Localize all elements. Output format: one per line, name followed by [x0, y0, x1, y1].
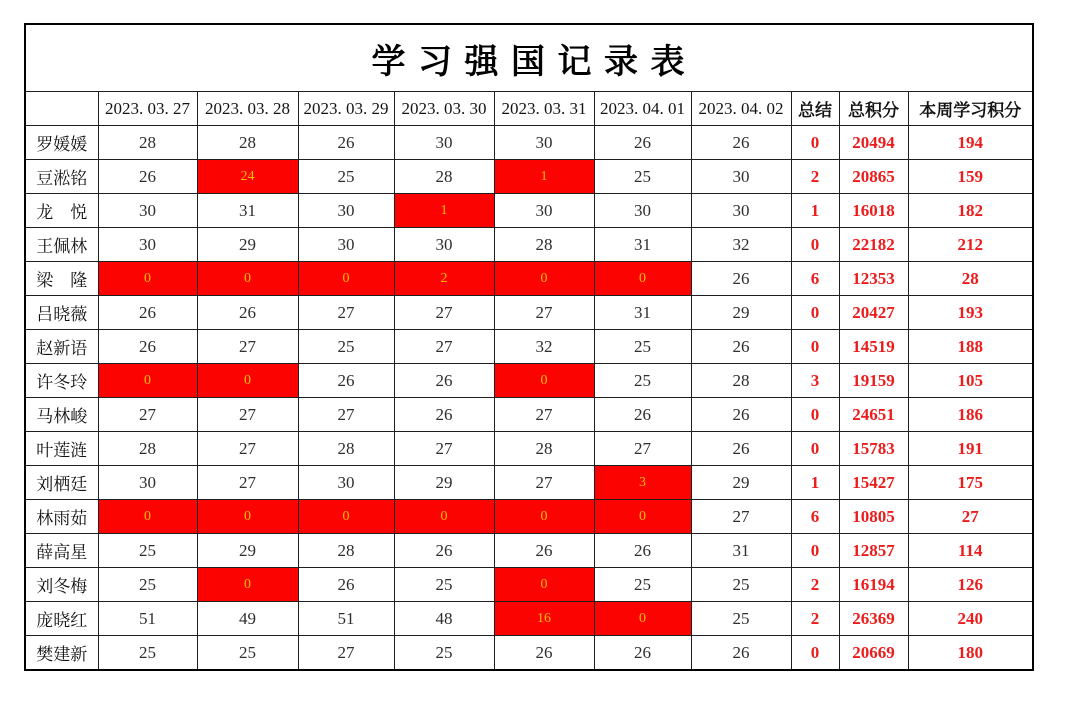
total-points-cell: 15427 — [839, 466, 908, 500]
student-name: 刘冬梅 — [25, 568, 98, 602]
score-cell: 27 — [197, 432, 298, 466]
score-cell: 27 — [594, 432, 691, 466]
score-cell: 48 — [394, 602, 494, 636]
score-cell: 26 — [494, 534, 594, 568]
score-cell: 26 — [394, 364, 494, 398]
score-cell: 25 — [98, 636, 197, 671]
week-points-cell: 194 — [908, 126, 1033, 160]
column-header: 总积分 — [839, 92, 908, 126]
student-name: 叶莲涟 — [25, 432, 98, 466]
score-cell: 51 — [98, 602, 197, 636]
score-cell: 25 — [298, 160, 394, 194]
table-body — [25, 126, 1033, 671]
total-points-cell: 20427 — [839, 296, 908, 330]
score-cell: 30 — [494, 194, 594, 228]
score-cell: 26 — [691, 398, 791, 432]
student-name: 王佩林 — [25, 228, 98, 262]
score-cell: 26 — [98, 160, 197, 194]
summary-cell: 0 — [791, 432, 839, 466]
week-points-cell: 28 — [908, 262, 1033, 296]
student-name: 林雨茹 — [25, 500, 98, 534]
student-name: 梁 隆 — [25, 262, 98, 296]
score-cell: 25 — [691, 568, 791, 602]
week-points-cell: 126 — [908, 568, 1033, 602]
score-cell: 30 — [298, 194, 394, 228]
summary-cell: 0 — [791, 296, 839, 330]
summary-cell: 0 — [791, 398, 839, 432]
student-name: 樊建新 — [25, 636, 98, 671]
total-points-cell: 24651 — [839, 398, 908, 432]
score-cell: 26 — [394, 534, 494, 568]
student-name: 刘栖廷 — [25, 466, 98, 500]
score-cell: 26 — [494, 636, 594, 671]
total-points-cell: 19159 — [839, 364, 908, 398]
score-cell: 28 — [298, 432, 394, 466]
score-cell: 26 — [594, 126, 691, 160]
score-cell: 28 — [298, 534, 394, 568]
summary-cell: 0 — [791, 126, 839, 160]
score-cell: 27 — [394, 432, 494, 466]
column-header: 2023. 04. 01 — [594, 92, 691, 126]
score-cell: 31 — [691, 534, 791, 568]
score-cell: 25 — [98, 568, 197, 602]
score-cell: 27 — [494, 296, 594, 330]
week-points-cell: 188 — [908, 330, 1033, 364]
score-cell: 27 — [298, 636, 394, 671]
score-cell-flagged: 24 — [197, 160, 298, 194]
table-row — [25, 126, 1033, 160]
score-cell: 26 — [691, 330, 791, 364]
study-record-table — [24, 23, 1034, 671]
score-cell: 26 — [298, 364, 394, 398]
summary-cell: 0 — [791, 534, 839, 568]
score-cell-flagged: 1 — [494, 160, 594, 194]
score-cell: 27 — [98, 398, 197, 432]
summary-cell: 6 — [791, 500, 839, 534]
score-cell-flagged: 16 — [494, 602, 594, 636]
week-points-cell: 191 — [908, 432, 1033, 466]
score-cell: 31 — [594, 228, 691, 262]
column-header: 2023. 03. 28 — [197, 92, 298, 126]
score-cell-flagged: 0 — [494, 500, 594, 534]
table-row — [25, 330, 1033, 364]
score-cell: 25 — [98, 534, 197, 568]
score-cell: 25 — [197, 636, 298, 671]
score-cell-flagged: 0 — [394, 500, 494, 534]
score-cell: 29 — [691, 466, 791, 500]
score-cell-flagged: 0 — [197, 262, 298, 296]
score-cell-flagged: 0 — [494, 568, 594, 602]
week-points-cell: 240 — [908, 602, 1033, 636]
score-cell-flagged: 0 — [494, 262, 594, 296]
total-points-cell: 20865 — [839, 160, 908, 194]
score-cell: 28 — [98, 126, 197, 160]
score-cell: 29 — [394, 466, 494, 500]
score-cell: 31 — [594, 296, 691, 330]
student-name: 许冬玲 — [25, 364, 98, 398]
table-row — [25, 534, 1033, 568]
table-header-row — [25, 92, 1033, 126]
column-header: 2023. 04. 02 — [691, 92, 791, 126]
title-row — [25, 24, 1033, 92]
week-points-cell: 175 — [908, 466, 1033, 500]
score-cell: 29 — [197, 534, 298, 568]
score-cell: 28 — [98, 432, 197, 466]
score-cell: 30 — [98, 194, 197, 228]
summary-cell: 6 — [791, 262, 839, 296]
summary-cell: 2 — [791, 602, 839, 636]
score-cell: 26 — [691, 432, 791, 466]
table-row — [25, 262, 1033, 296]
score-cell-flagged: 1 — [394, 194, 494, 228]
score-cell: 51 — [298, 602, 394, 636]
score-cell: 28 — [394, 160, 494, 194]
score-cell-flagged: 0 — [98, 262, 197, 296]
score-cell: 32 — [494, 330, 594, 364]
score-cell-flagged: 0 — [197, 568, 298, 602]
total-points-cell: 12857 — [839, 534, 908, 568]
score-cell: 30 — [98, 228, 197, 262]
student-name: 吕晓薇 — [25, 296, 98, 330]
score-cell: 26 — [98, 330, 197, 364]
week-points-cell: 182 — [908, 194, 1033, 228]
score-cell: 30 — [298, 228, 394, 262]
table-row — [25, 228, 1033, 262]
score-cell: 25 — [594, 330, 691, 364]
total-points-cell: 26369 — [839, 602, 908, 636]
summary-cell: 0 — [791, 330, 839, 364]
score-cell: 30 — [394, 126, 494, 160]
week-points-cell: 193 — [908, 296, 1033, 330]
week-points-cell: 180 — [908, 636, 1033, 671]
score-cell: 25 — [394, 568, 494, 602]
score-cell: 30 — [691, 194, 791, 228]
week-points-cell: 212 — [908, 228, 1033, 262]
summary-cell: 3 — [791, 364, 839, 398]
score-cell-flagged: 0 — [197, 500, 298, 534]
score-cell: 26 — [594, 534, 691, 568]
score-cell-flagged: 0 — [98, 364, 197, 398]
score-cell-flagged: 0 — [298, 500, 394, 534]
score-cell: 27 — [197, 398, 298, 432]
score-cell: 27 — [494, 398, 594, 432]
score-cell-flagged: 0 — [594, 262, 691, 296]
score-cell: 30 — [494, 126, 594, 160]
score-cell: 30 — [691, 160, 791, 194]
score-cell: 27 — [197, 466, 298, 500]
score-cell: 26 — [98, 296, 197, 330]
score-cell: 26 — [691, 636, 791, 671]
week-points-cell: 105 — [908, 364, 1033, 398]
score-cell-flagged: 0 — [594, 500, 691, 534]
student-name: 龙 悦 — [25, 194, 98, 228]
score-cell-flagged: 0 — [594, 602, 691, 636]
score-cell: 28 — [197, 126, 298, 160]
score-cell-flagged: 0 — [197, 364, 298, 398]
summary-cell: 1 — [791, 466, 839, 500]
score-cell: 27 — [494, 466, 594, 500]
score-cell: 30 — [298, 466, 394, 500]
column-header: 2023. 03. 29 — [298, 92, 394, 126]
table-row — [25, 466, 1033, 500]
total-points-cell: 20494 — [839, 126, 908, 160]
summary-cell: 2 — [791, 160, 839, 194]
score-cell: 32 — [691, 228, 791, 262]
score-cell: 25 — [594, 364, 691, 398]
score-cell: 27 — [298, 398, 394, 432]
score-cell: 30 — [394, 228, 494, 262]
column-header: 本周学习积分 — [908, 92, 1033, 126]
table-row — [25, 160, 1033, 194]
week-points-cell: 186 — [908, 398, 1033, 432]
score-cell: 27 — [298, 296, 394, 330]
table-row — [25, 602, 1033, 636]
student-name: 豆淞铭 — [25, 160, 98, 194]
week-points-cell: 27 — [908, 500, 1033, 534]
table-row — [25, 296, 1033, 330]
total-points-cell: 10805 — [839, 500, 908, 534]
score-cell-flagged: 0 — [298, 262, 394, 296]
score-cell: 27 — [197, 330, 298, 364]
score-cell: 25 — [594, 160, 691, 194]
score-cell: 26 — [394, 398, 494, 432]
score-cell: 30 — [594, 194, 691, 228]
corner-cell — [25, 92, 98, 126]
score-cell: 27 — [394, 296, 494, 330]
score-cell: 25 — [594, 568, 691, 602]
week-points-cell: 159 — [908, 160, 1033, 194]
score-cell: 29 — [197, 228, 298, 262]
score-cell: 26 — [691, 126, 791, 160]
table-row — [25, 568, 1033, 602]
score-cell: 49 — [197, 602, 298, 636]
student-name: 薛高星 — [25, 534, 98, 568]
column-header: 2023. 03. 27 — [98, 92, 197, 126]
score-cell: 25 — [394, 636, 494, 671]
score-cell: 31 — [197, 194, 298, 228]
total-points-cell: 22182 — [839, 228, 908, 262]
total-points-cell: 15783 — [839, 432, 908, 466]
total-points-cell: 20669 — [839, 636, 908, 671]
score-cell-flagged: 3 — [594, 466, 691, 500]
score-cell: 27 — [394, 330, 494, 364]
total-points-cell: 14519 — [839, 330, 908, 364]
table-row — [25, 364, 1033, 398]
student-name: 庞晓红 — [25, 602, 98, 636]
student-name: 马林峻 — [25, 398, 98, 432]
column-header: 总结 — [791, 92, 839, 126]
score-cell: 26 — [594, 636, 691, 671]
student-name: 赵新语 — [25, 330, 98, 364]
summary-cell: 2 — [791, 568, 839, 602]
score-cell: 26 — [298, 126, 394, 160]
score-cell: 25 — [691, 602, 791, 636]
summary-cell: 0 — [791, 228, 839, 262]
total-points-cell: 12353 — [839, 262, 908, 296]
table-row — [25, 500, 1033, 534]
score-cell-flagged: 0 — [98, 500, 197, 534]
score-cell: 27 — [691, 500, 791, 534]
total-points-cell: 16194 — [839, 568, 908, 602]
total-points-cell: 16018 — [839, 194, 908, 228]
score-cell-flagged: 0 — [494, 364, 594, 398]
student-name: 罗媛媛 — [25, 126, 98, 160]
score-cell: 26 — [594, 398, 691, 432]
score-cell: 28 — [494, 228, 594, 262]
page-title: 学 习 强 国 记 录 表 — [25, 24, 1033, 92]
column-header: 2023. 03. 31 — [494, 92, 594, 126]
table-row — [25, 432, 1033, 466]
score-cell: 28 — [494, 432, 594, 466]
week-points-cell: 114 — [908, 534, 1033, 568]
score-cell: 26 — [691, 262, 791, 296]
table-row — [25, 398, 1033, 432]
score-cell: 30 — [98, 466, 197, 500]
column-header: 2023. 03. 30 — [394, 92, 494, 126]
score-cell-flagged: 2 — [394, 262, 494, 296]
table-row — [25, 194, 1033, 228]
score-cell: 25 — [298, 330, 394, 364]
score-cell: 29 — [691, 296, 791, 330]
table-row — [25, 636, 1033, 671]
summary-cell: 1 — [791, 194, 839, 228]
score-cell: 26 — [197, 296, 298, 330]
score-cell: 26 — [298, 568, 394, 602]
summary-cell: 0 — [791, 636, 839, 671]
score-cell: 28 — [691, 364, 791, 398]
